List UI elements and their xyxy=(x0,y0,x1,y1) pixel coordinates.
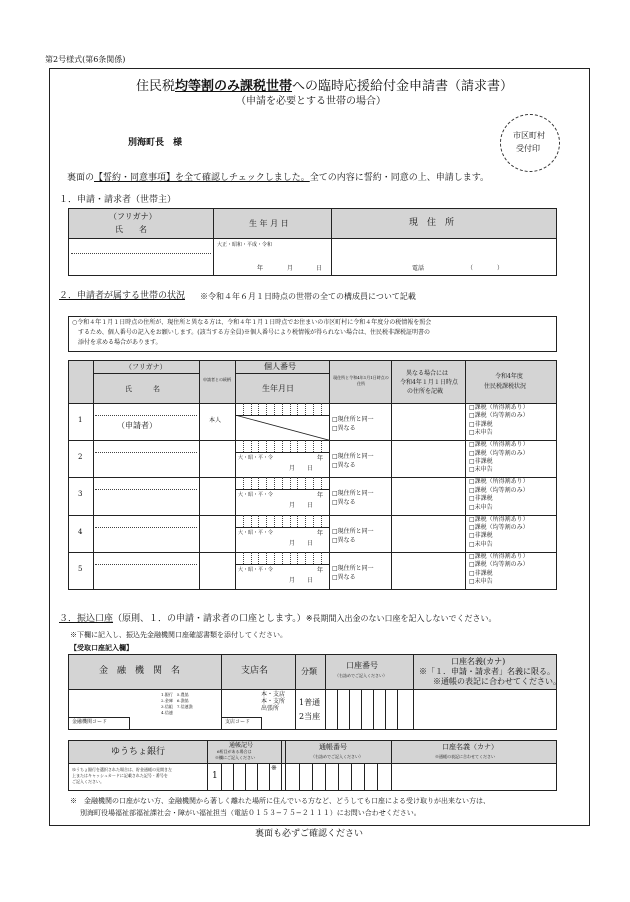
col-address-jan: 現住所と令和4年1月1日時点の住所 xyxy=(333,375,389,386)
addr-diff-checkbox[interactable]: □異なる xyxy=(332,462,356,470)
addr-same-checkbox[interactable]: □現住所と同一 xyxy=(332,564,374,572)
branch-type-1: 本・支店 xyxy=(261,691,286,698)
bank-code-label: 金融機関コード xyxy=(72,719,108,725)
addr-diff-checkbox[interactable]: □異なる xyxy=(332,425,356,432)
member-birth-monthday: 月 日 xyxy=(289,465,314,473)
member-birth-eras: 大・昭・平・令 xyxy=(238,529,274,536)
addressee: 別海町長 様 xyxy=(128,138,183,148)
bank-type-3: 3.信組 7.信連漁 xyxy=(161,704,193,709)
jan-address-input[interactable] xyxy=(393,553,463,588)
member-furigana-input[interactable] xyxy=(95,516,197,526)
col-relation: 申請者との続柄 xyxy=(203,377,231,382)
category-ordinary[interactable]: 1普通 xyxy=(299,698,321,707)
account-number-label: 口座番号 xyxy=(346,661,378,670)
col-mynumber: 個人番号 xyxy=(264,362,296,371)
member-mynumber-input[interactable] xyxy=(236,478,328,488)
stamp-line2: 受付印 xyxy=(516,144,540,153)
form-subtitle: （申請を必要とする世帯の場合） xyxy=(236,96,386,107)
applicant-furigana-label: （フリガナ） xyxy=(109,212,157,221)
holder-note1: ※「１．申請・請求者」名義に限る。 xyxy=(419,667,555,676)
bank-type-2: 2.金庫 6.漁協 xyxy=(161,698,189,703)
form-title: 住民税均等割のみ課税世帯への臨時応援給付金申請書（請求書） xyxy=(136,79,514,94)
member-name[interactable]: （申請者） xyxy=(117,421,157,430)
tax-status-checkbox[interactable]: □課税（均等割のみ） xyxy=(469,561,529,569)
branch-code-label: 支店コード xyxy=(225,719,251,725)
applicant-phone-label: 電話 xyxy=(412,265,425,272)
account-number-input[interactable] xyxy=(327,691,411,727)
branch-name-label: 支店名 xyxy=(241,666,269,676)
yucho-number-sub: （右詰めでご記入ください） xyxy=(311,754,363,759)
tax-status-checkbox[interactable]: □非課税 xyxy=(469,495,493,503)
member-birth-year: 年 xyxy=(317,455,324,463)
applicant-month: 月 xyxy=(287,265,294,272)
addr-same-checkbox[interactable]: □現住所と同一 xyxy=(332,416,374,423)
yucho-symbol-sub1: 6桁目がある場合は xyxy=(217,749,252,754)
member-furigana-input[interactable] xyxy=(95,553,197,563)
applicant-furigana-input[interactable] xyxy=(71,241,211,251)
account-number-sub: （右詰めでご記入ください） xyxy=(335,673,387,678)
notice-line2: するため、個人番号の記入をお願いします。(該当する方全員)※個人番号により税情報が得られない場合は、住民税非課税証明書の xyxy=(78,329,430,336)
applicant-day: 日 xyxy=(316,265,323,272)
bank-type-4: 4.信連 xyxy=(161,710,173,715)
tax-status-checkbox[interactable]: □課税（均等割のみ） xyxy=(469,449,529,457)
tax-status-checkbox[interactable]: □未申告 xyxy=(469,429,493,437)
reception-stamp xyxy=(500,114,560,172)
tax-status-checkbox[interactable]: □課税（均等割のみ） xyxy=(469,486,529,494)
jan-address-input[interactable] xyxy=(393,404,463,439)
yucho-number-input[interactable] xyxy=(287,765,389,789)
tax-status-checkbox[interactable]: □非課税 xyxy=(469,532,493,540)
member-birth-year: 年 xyxy=(317,529,324,537)
section2-heading: ２．申請者が属する世帯の状況 xyxy=(59,291,186,301)
addr-same-checkbox[interactable]: □現住所と同一 xyxy=(332,527,374,535)
member-mynumber-input[interactable] xyxy=(236,404,328,414)
row-number: 5 xyxy=(78,564,83,573)
tax-status-checkbox[interactable]: □課税（所得割あり） xyxy=(469,552,529,560)
yucho-number-label: 通帳番号 xyxy=(319,743,347,751)
footer-note-1: ※ 金融機関の口座がない方、金融機関から著しく離れた場所に住んでいる方など、どうしても口座による受け取りが出来ない方は、 xyxy=(70,797,490,805)
row-number: 4 xyxy=(78,527,83,536)
household-table xyxy=(68,360,557,590)
category-label: 分類 xyxy=(301,667,317,676)
tax-status-checkbox[interactable]: □課税（所得割あり） xyxy=(469,404,529,411)
member-birth-year: 年 xyxy=(317,492,324,500)
applicant-address-label: 現 住 所 xyxy=(409,218,455,228)
member-furigana-input[interactable] xyxy=(95,441,197,451)
member-mynumber-input[interactable] xyxy=(236,441,328,451)
tax-status-checkbox[interactable]: □課税（均等割のみ） xyxy=(469,524,529,531)
applicant-eras: 大正・昭和・平成・令和 xyxy=(217,242,273,248)
member-birth-monthday: 月 日 xyxy=(289,539,314,547)
jan-address-input[interactable] xyxy=(393,516,463,551)
member-birth-eras: 大・昭・平・令 xyxy=(238,455,274,462)
bank-account-table xyxy=(68,654,561,730)
applicant-name-input[interactable] xyxy=(71,256,211,273)
branch-type-2: 本・支所 xyxy=(261,698,286,705)
applicant-name-label: 氏 名 xyxy=(115,225,147,234)
member-birth-year: 年 xyxy=(317,566,324,574)
tax-status-checkbox[interactable]: □非課税 xyxy=(469,458,493,465)
applicant-address-input[interactable] xyxy=(333,240,555,274)
member-relation[interactable]: 本人 xyxy=(209,417,222,424)
tax-status-checkbox[interactable]: □未申告 xyxy=(469,466,493,474)
col-diff-3: の住所を記載 xyxy=(407,388,444,395)
member-furigana-input[interactable] xyxy=(95,478,197,488)
member-mynumber-input[interactable] xyxy=(236,553,328,563)
member-mynumber-input[interactable] xyxy=(236,516,328,526)
col-tax-2: 住民税課税状況 xyxy=(484,383,527,390)
notice-line1: ○令和４年１月１日時点の住所が、現住所と異なる方は、令和４年１月１日時点でお住まいの市区町村に令和４年度分の税情報を照会 xyxy=(72,319,432,326)
stamp-line1: 市区町村 xyxy=(513,131,545,140)
section1-heading: １．申請・請求者（世帯主） xyxy=(59,195,177,205)
row-number: 3 xyxy=(78,490,83,499)
member-furigana-input[interactable] xyxy=(95,404,197,414)
tax-status-checkbox[interactable]: □課税（所得割あり） xyxy=(469,478,529,486)
tax-status-checkbox[interactable]: □課税（所得割あり） xyxy=(469,515,529,523)
addr-diff-checkbox[interactable]: □異なる xyxy=(332,573,356,581)
addr-diff-checkbox[interactable]: □異なる xyxy=(332,499,356,507)
section3-instruction: ※下欄に記入し、振込先金融機関口座確認書類を添付してください。 xyxy=(70,631,287,639)
tax-status-checkbox[interactable]: □非課税 xyxy=(469,420,493,428)
addr-same-checkbox[interactable]: □現住所と同一 xyxy=(332,453,374,461)
category-current[interactable]: 2当座 xyxy=(299,712,321,721)
yucho-note-3: ご記入ください。 xyxy=(72,779,104,784)
col-furigana: （フリガナ） xyxy=(125,363,167,371)
notice-line3: 添付を求める場合があります。 xyxy=(78,339,162,346)
tax-status-checkbox[interactable]: □非課税 xyxy=(469,569,493,577)
back-page-note: 裏面も必ずご確認ください xyxy=(255,829,364,839)
holder-label: 口座名義(カナ) xyxy=(451,657,506,666)
col-diff-2: 令和4年１月１日時点 xyxy=(400,379,458,386)
section2-notice xyxy=(68,316,557,352)
yucho-note-1: ゆうちょ銀行を選択された場合は、貯金通帳の見開き左 xyxy=(72,767,172,772)
yucho-holder-label: 口座名義（カナ） xyxy=(442,743,498,751)
tax-status-checkbox[interactable]: □未申告 xyxy=(469,578,493,585)
member-birth-monthday: 月 日 xyxy=(289,502,314,510)
section2-note: ※令和４年６月１日時点の世帯の全ての構成員について記載 xyxy=(200,292,416,301)
yucho-title: ゆうちょ銀行 xyxy=(111,747,166,757)
applicant-table xyxy=(68,208,557,276)
account-holder-input[interactable] xyxy=(415,691,553,727)
applicant-year: 年 xyxy=(257,265,264,272)
bank-name-label: 金 融 機 関 名 xyxy=(99,666,181,676)
tax-status-checkbox[interactable]: □課税（所得割あり） xyxy=(469,441,529,449)
confirmation-statement: 裏面の【誓約・同意事項】を全て確認しチェックしました。全ての内容に誓約・同意の上、申請します。 xyxy=(67,173,490,183)
yucho-symbol-sub2: ※欄にご記入ください xyxy=(215,755,255,760)
footer-note-2: 別海町役場福祉部福祉課社会・障がい福祉担当（電話０１５３−７５−２１１１）にお問い合わせください。 xyxy=(80,809,421,817)
yucho-table xyxy=(68,740,557,791)
yucho-symbol-input[interactable] xyxy=(209,765,279,789)
applicant-birth-label: 生 年 月 日 xyxy=(249,219,289,228)
col-tax-1: 令和4年度 xyxy=(495,373,523,380)
jan-address-input[interactable] xyxy=(393,441,463,476)
tax-status-checkbox[interactable]: □未申告 xyxy=(469,503,493,511)
col-birth: 生年月日 xyxy=(262,384,294,393)
yucho-asterisk: ※ xyxy=(271,764,277,772)
section3-heading: ３．振込口座（原則、１．の申請・請求者の口座とします。）※長期間入出金のない口座を記入しないでください。 xyxy=(59,614,497,624)
member-birth-eras: 大・昭・平・令 xyxy=(238,492,274,499)
row-number: 2 xyxy=(78,453,83,462)
bank-type-1: 1.銀行 5.農協 xyxy=(161,692,189,697)
addr-diff-checkbox[interactable]: □異なる xyxy=(332,536,356,544)
yucho-symbol-label: 通帳記号 xyxy=(229,742,254,749)
col-diff-1: 異なる場合には xyxy=(406,370,449,377)
member-birth-eras: 大・昭・平・令 xyxy=(238,566,274,573)
account-entry-label: 【受取口座記入欄】 xyxy=(70,643,133,652)
birth-cell-strike xyxy=(235,415,329,440)
yucho-holder-sub: ※通帳の表記に合わせてください xyxy=(435,754,495,759)
branch-type-3: 出張所 xyxy=(261,705,280,712)
col-name: 氏 名 xyxy=(125,385,160,393)
jan-address-input[interactable] xyxy=(393,478,463,513)
row-number: 1 xyxy=(78,416,83,424)
member-birth-monthday: 月 日 xyxy=(289,576,314,584)
holder-note2: ※通帳の表記に合わせてください。 xyxy=(433,677,561,686)
form-number: 第2号様式(第6条関係) xyxy=(45,55,126,64)
applicant-phone-paren: （ ） xyxy=(467,265,504,272)
yucho-note-2: 上またはキャッシュカードに記載された記号・番号を xyxy=(72,773,168,778)
tax-status-checkbox[interactable]: □課税（均等割のみ） xyxy=(469,412,529,420)
addr-same-checkbox[interactable]: □現住所と同一 xyxy=(332,490,374,498)
yucho-holder-input[interactable] xyxy=(393,765,553,789)
tax-status-checkbox[interactable]: □未申告 xyxy=(469,540,493,548)
yucho-fixed-one: 1 xyxy=(212,771,218,781)
